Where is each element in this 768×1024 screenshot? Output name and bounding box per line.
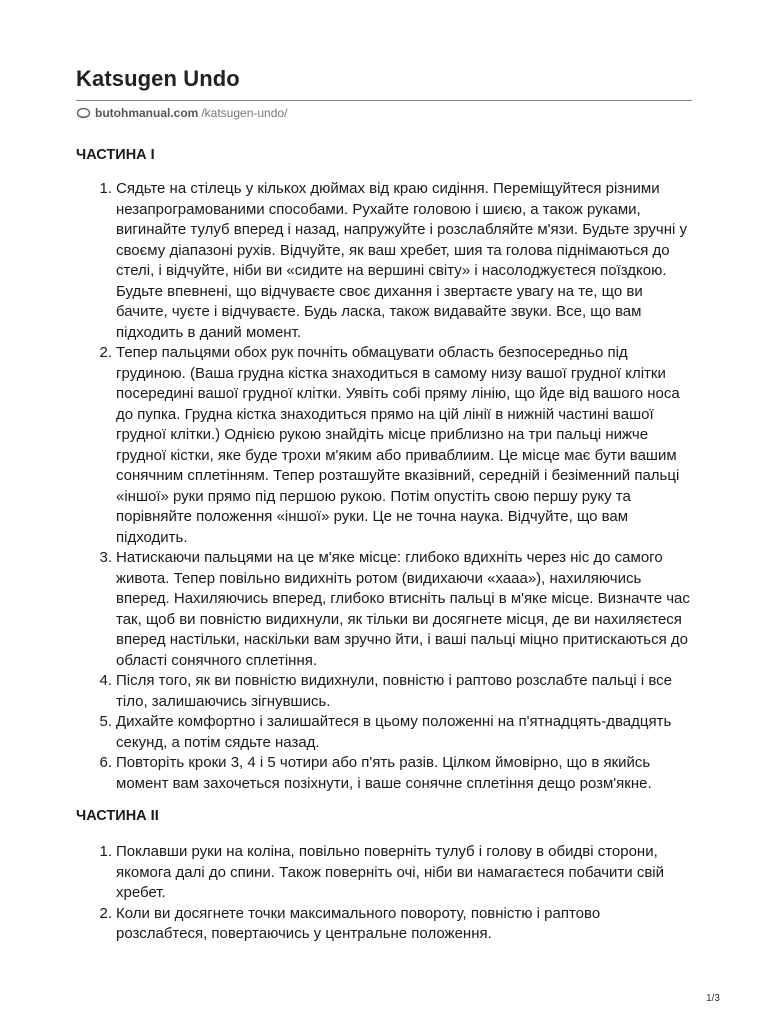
part-1-list <box>76 179 692 794</box>
page-number: 1/3 <box>706 993 720 1004</box>
item-text: Після того, як ви повністю видихнули, повністю і раптово розслабте пальці і все тіло, залишаючись зігнувшись. <box>116 672 673 710</box>
item-number: 1. <box>99 843 112 860</box>
item-text: Дихайте комфортно і залишайтеся в цьому положенні на п'ятнадцять-двадцять секунд, а потім сядьте назад. <box>116 713 672 751</box>
item-number: 3. <box>99 549 112 566</box>
item-text: Тепер пальцями обох рук почніть обмацувати область безпосередньо під грудиною. (Ваша грудна кістка знаходиться в самому низу вашої грудної клітки посередині вашої грудної клітки. Уявіть собі пряму лінію, що йде від вашого носа до пупка. Грудна кістка знаходиться прямо на цій лінії в нижній частині вашої грудної клітки.) Однією рукою знайдіть місце приблизно на три пальці нижче грудної кістки, яке буде трохи м'яким або приваблиим. Це місце має бути вашим сонячним сплетінням. Тепер розташуйте вказівний, середній і безіменний пальці «іншої» руки прямо під першою рукою. Потім опустіть свою першу руку та порівняйте положення «іншої» руки. Це не точна наука. Відчуйте, що вам підходить. <box>116 344 680 546</box>
list-item <box>76 904 692 945</box>
item-text: Повторіть кроки 3, 4 і 5 чотири або п'ять разів. Цілком ймовірно, що в якийсь момент вам захочеться позіхнути, і ваше сонячне сплетіння дещо розм'якне. <box>116 754 652 792</box>
source-link[interactable] <box>76 106 287 120</box>
item-number: 2. <box>99 344 112 361</box>
list-item <box>76 753 692 794</box>
title-divider <box>76 100 692 101</box>
item-number: 4. <box>99 672 112 689</box>
page-title: Katsugen Undo <box>76 66 240 91</box>
item-number: 2. <box>99 904 112 922</box>
item-number: 1. <box>99 180 112 197</box>
part-2-list <box>76 842 692 945</box>
item-text: Поклавши руки на коліна, повільно поверніть тулуб і голову в обидві сторони, якомога далі до спини. Також поверніть очі, ніби ви намагаєтеся побачити свій хребет. <box>116 843 664 901</box>
item-number: 5. <box>99 713 112 730</box>
link-globe-icon <box>76 107 91 119</box>
part-1-heading: ЧАСТИНА I <box>76 147 155 163</box>
source-domain[interactable]: butohmanual.com <box>95 106 199 120</box>
item-text: Коли ви досягнете точки максимального повороту, повністю і раптово розслабтеся, повертаючись у центральне положення. <box>116 904 601 942</box>
item-text: Сядьте на стілець у кількох дюймах від краю сидіння. Переміщуйтеся різними незапрограмованими способами. Рухайте головою і шиєю, а також руками, вигинайте тулуб вперед і назад, напружуйте і розслабляйте м'язи. Будьте зручні у своєму діапазоні рухів. Відчуйте, як ваш хребет, шия та голова піднімаються до стелі, і відчуйте, ніби ви «сидите на вершині світу» і насолоджуєтеся поїздкою. Будьте впевнені, що відчуваєте своє дихання і звертаєте увагу на те, що ви бачите, чуєте і відчуваєте. Будь ласка, також видавайте звуки. Все, що вам підходить в даний момент. <box>116 180 688 341</box>
source-path[interactable]: /katsugen-undo/ <box>201 106 288 120</box>
list-item <box>76 842 692 904</box>
list-item <box>76 548 692 671</box>
list-item <box>76 712 692 753</box>
part-2-heading: ЧАСТИНА II <box>76 808 159 824</box>
item-text: Натискаючи пальцями на це м'яке місце: глибоко вдихніть через ніс до самого живота. Тепер повільно видихніть ротом (видихаючи «хааа»), нахиляючись вперед. Нахиляючись вперед, глибоко втисніть пальці в м'яке місце. Визначте час так, щоб ви повністю видихнули, як тільки ви досягнете місця, де ви нахиляєтеся вперед настільки, наскільки вам зручно йти, і ваші пальці міцно притискаються до області сонячного сплетіння. <box>116 549 690 669</box>
item-number: 6. <box>99 754 112 771</box>
list-item <box>76 179 692 343</box>
list-item <box>76 671 692 712</box>
list-item <box>76 343 692 548</box>
